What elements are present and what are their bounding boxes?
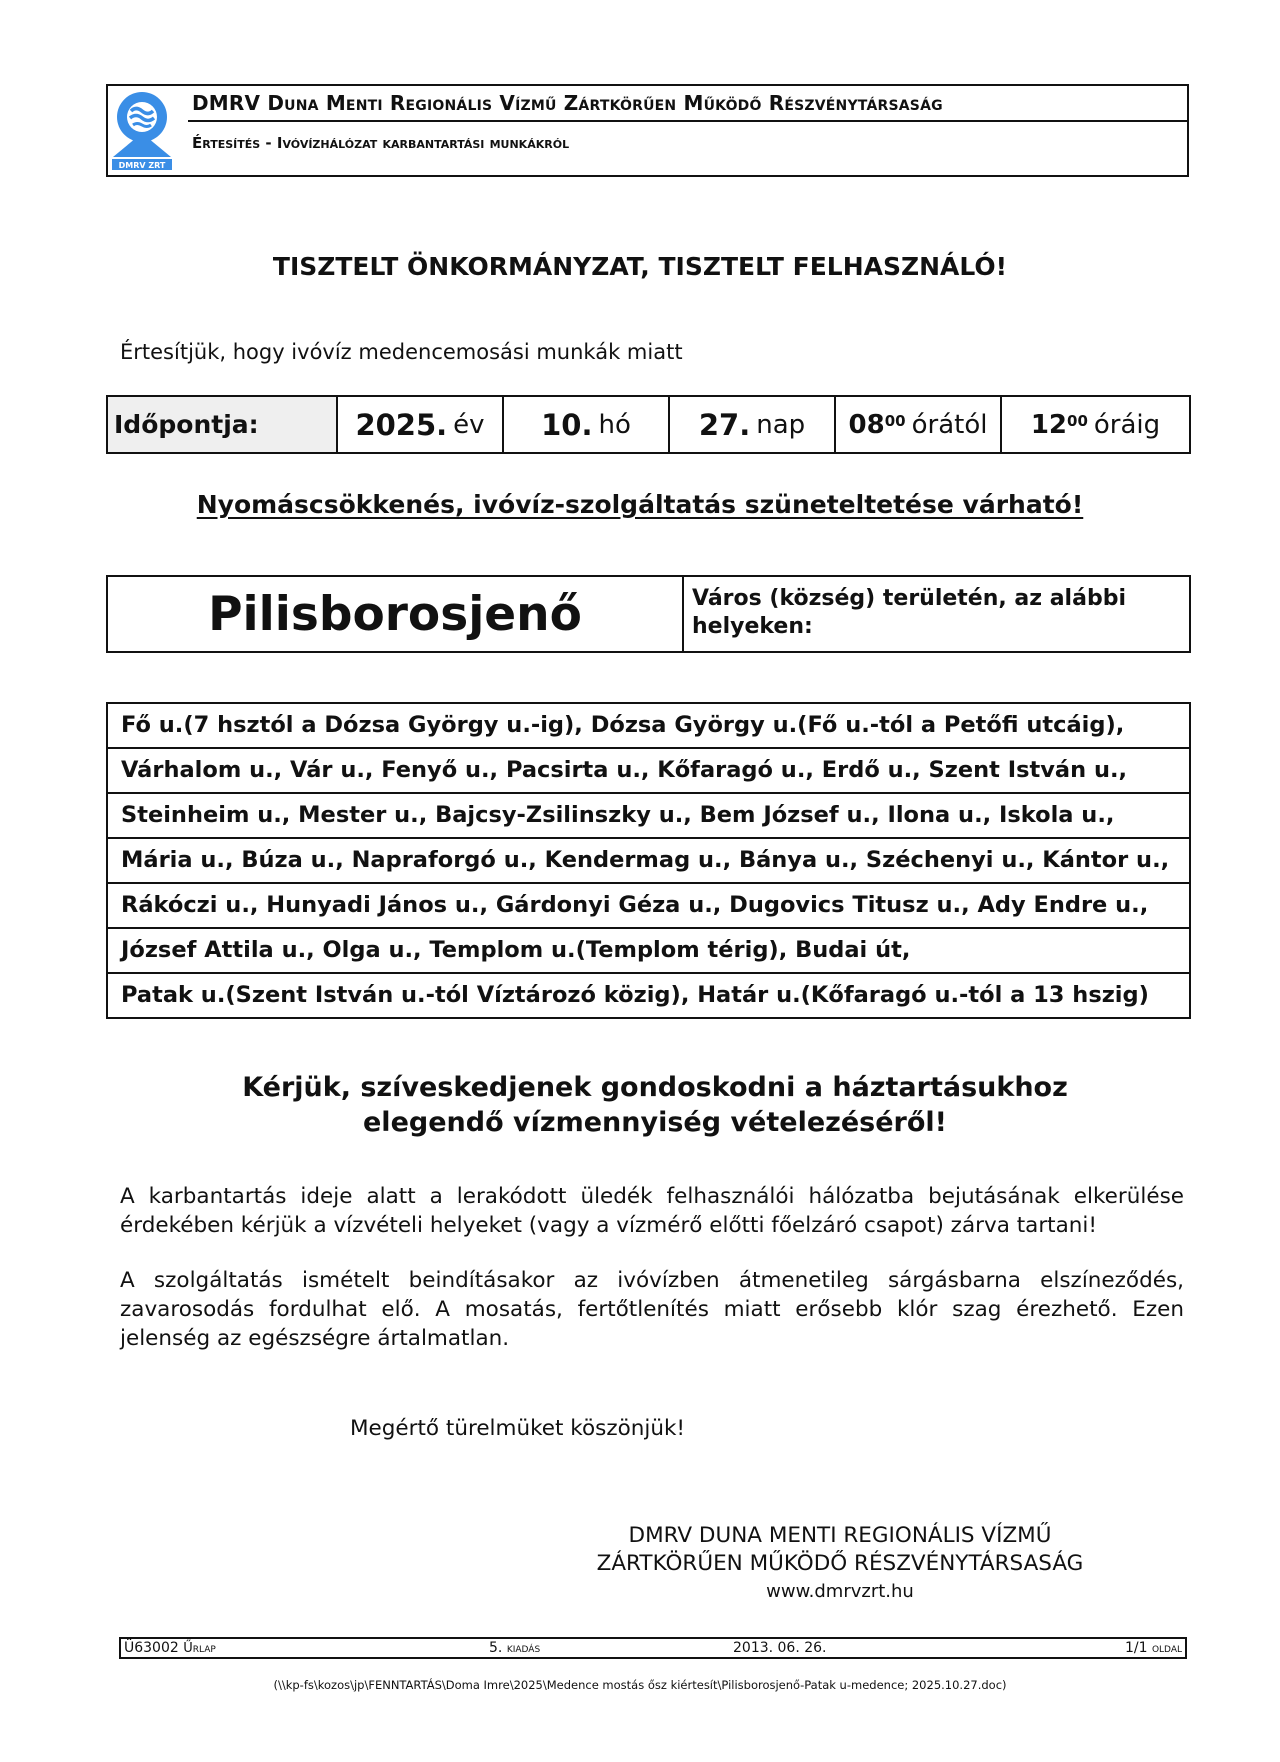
paragraph-discoloration: A szolgáltatás ismételt beindításakor az ivóvízben átmenetileg sárgásbarna elszíneződés, zavarosodás fordulhat elő. A mosatás, fertőtlenítés miatt erősebb klór szag érezhető. Ezen jelenség az egészségre ártalmatlan.: [120, 1268, 1184, 1351]
warning-heading: Nyomáscsökkenés, ivóvíz-szolgáltatás szüneteltetése várható!: [196, 490, 1084, 519]
page-number: [1125, 1639, 1182, 1658]
to-hour: 12: [1030, 409, 1068, 440]
location-description: Város (község) területén, az alábbi helyeken:: [692, 586, 1126, 639]
form-date: 2013. 06. 26.: [733, 1640, 827, 1656]
schedule-month: [502, 397, 668, 452]
year-value: 2025.: [355, 407, 448, 442]
schedule-to: [1000, 397, 1189, 452]
form-code: [124, 1639, 216, 1658]
schedule-day: [668, 397, 834, 452]
document-header: [106, 84, 1189, 177]
intro-text: Értesítjük, hogy ivóvíz medencemosási munkák miatt: [120, 340, 683, 364]
day-value: 27.: [698, 407, 751, 442]
from-hour: 08: [848, 409, 885, 440]
edition: [489, 1639, 540, 1658]
street-row: Mária u., Búza u., Napraforgó u., Kendermag u., Bánya u., Széchenyi u., Kántor u.,: [108, 837, 1189, 882]
paragraph-sediment: A karbantartás ideje alatt a lerakódott üledék felhasználói hálózatba bejutásának elkerülése érdekében kérjük a vízvételi helyeket (vagy a vízmérő előtti főelzáró csapot) zárva tartani!: [120, 1184, 1184, 1238]
website-link[interactable]: www.dmrvzrt.hu: [766, 1581, 914, 1602]
to-unit: óráig: [1093, 409, 1161, 440]
dmrv-logo-icon: [111, 89, 173, 171]
from-unit: órától: [911, 409, 988, 440]
street-row: József Attila u., Olga u., Templom u.(Templom térig), Budai út,: [108, 927, 1189, 972]
header-divider: [188, 120, 1187, 122]
edition-number: 5.: [489, 1640, 503, 1656]
schedule-label: Időpontja:: [108, 397, 336, 452]
thanks-text: Megértő türelmüket köszönjük!: [350, 1416, 686, 1441]
street-row: Steinheim u., Mester u., Bajcsy-Zsilinszky u., Bem József u., Ilona u., Iskola u.,: [108, 792, 1189, 837]
street-row: Rákóczi u., Hunyadi János u., Gárdonyi Géza u., Dugovics Titusz u., Ady Endre u.,: [108, 882, 1189, 927]
location-box: [106, 575, 1191, 653]
document-subtitle: Értesítés - Ivóvízhálózat karbantartási munkákról: [192, 134, 570, 152]
signature-line-1: DMRV DUNA MENTI REGIONÁLIS VÍZMŰ: [628, 1523, 1052, 1548]
edition-label: kiadás: [506, 1641, 541, 1656]
appeal-line-2: elegendő vízmennyiség vételezéséről!: [363, 1107, 947, 1138]
salutation: TISZTELT ÖNKORMÁNYZAT, TISZTELT FELHASZNÁLÓ!: [272, 252, 1008, 281]
signature-line-2: ZÁRTKÖRŰEN MŰKÖDŐ RÉSZVÉNYTÁRSASÁG: [596, 1551, 1084, 1576]
file-path: (\\kp-fs\kozos\jp\FENNTARTÁS\Doma Imre\2025\Medence mostás ősz kiértesít\Pilisborosjenő-Patak u-medence; 2025.10.27.doc): [273, 1678, 1007, 1692]
schedule-year: [336, 397, 502, 452]
form-code-label: Űrlap: [183, 1641, 216, 1656]
month-unit: hó: [598, 409, 631, 440]
company-name: DMRV Duna Menti Regionális Vízmű Zártkörűen Működő Részvénytársaság: [192, 91, 943, 115]
page-label: oldal: [1151, 1641, 1182, 1656]
appeal-heading: [0, 1070, 1250, 1140]
street-row: Patak u.(Szent István u.-tól Víztározó közig), Határ u.(Kőfaragó u.-tól a 13 hszig): [108, 972, 1189, 1017]
year-unit: év: [453, 409, 485, 440]
day-unit: nap: [756, 409, 806, 440]
logo-text: DMRV ZRT: [118, 161, 166, 170]
to-minute: 00: [1067, 411, 1088, 430]
form-footer: [119, 1637, 1187, 1659]
page-value: 1/1: [1124, 1640, 1148, 1656]
signature-block: [540, 1522, 1140, 1605]
from-minute: 00: [884, 411, 906, 430]
street-row: Fő u.(7 hsztól a Dózsa György u.-ig), Dózsa György u.(Fő u.-tól a Petőfi utcáig),: [121, 712, 1125, 738]
schedule-from: [834, 397, 1000, 452]
appeal-line-1: Kérjük, szíveskedjenek gondoskodni a háztartásukhoz: [242, 1072, 1068, 1103]
month-value: 10.: [541, 407, 593, 442]
schedule-table: [106, 395, 1191, 454]
form-code-value: Ü63002: [124, 1640, 179, 1656]
city-name: Pilisborosjenő: [108, 577, 684, 651]
street-row: Várhalom u., Vár u., Fenyő u., Pacsirta u., Kőfaragó u., Erdő u., Szent István u.,: [108, 747, 1189, 792]
streets-table: [106, 702, 1191, 1019]
